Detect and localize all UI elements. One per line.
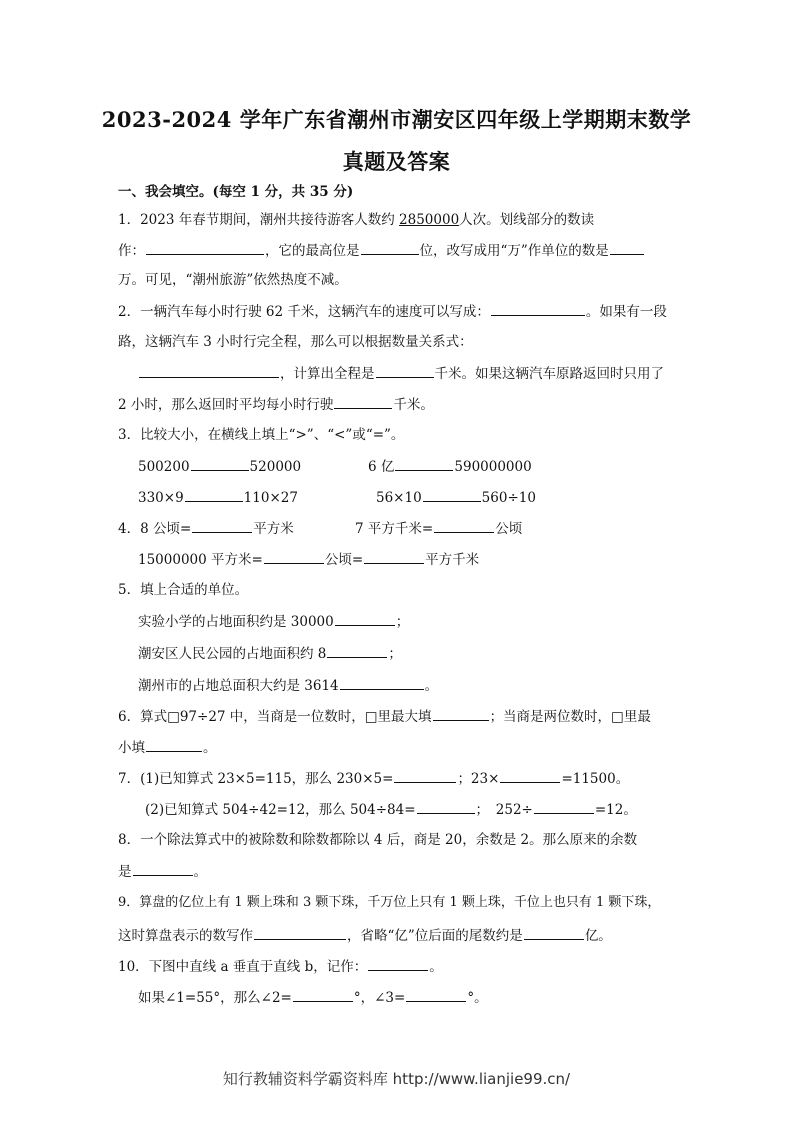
q7-text: 7．(1)已知算式 23×5=115，那么 230×5= <box>118 771 394 787</box>
q5-punct: 。 <box>424 678 439 694</box>
q5-text: 实验小学的占地面积约是 30000 <box>138 614 334 630</box>
q5-head: 5．填上合适的单位。 <box>118 582 249 598</box>
question-3-heading <box>118 425 404 445</box>
answer-blank[interactable] <box>434 518 494 533</box>
answer-blank[interactable] <box>192 518 252 533</box>
q10-text: 。 <box>429 959 443 975</box>
question-5-heading <box>118 580 248 600</box>
q1-text-b: 人次。划线部分的数读 <box>459 212 595 228</box>
answer-blank[interactable] <box>491 301 585 316</box>
q9-text: 这时算盘表示的数写作 <box>118 928 253 944</box>
q5-punct: ； <box>395 614 410 630</box>
q9-text: 亿。 <box>584 928 612 944</box>
answer-blank[interactable] <box>254 925 346 940</box>
answer-blank[interactable] <box>191 456 249 471</box>
question-2-line3 <box>138 363 664 384</box>
q2-text-e: 千米。如果这辆汽车原路返回时只用了 <box>434 366 664 382</box>
q2-text-c: 路，这辆汽车 3 小时行完全程，那么可以根据数量关系式： <box>118 334 473 350</box>
question-6-line2 <box>118 737 217 758</box>
answer-blank[interactable] <box>133 861 193 876</box>
q4-text: 公顷 <box>495 521 523 537</box>
question-3-row1-left <box>138 456 301 477</box>
q1-text-a: 1．2023 年春节期间，潮州共接待游客人数约 <box>118 212 400 228</box>
question-5-line1 <box>138 611 409 632</box>
q7-text: ； 252÷ <box>475 802 533 818</box>
answer-blank[interactable] <box>423 487 481 502</box>
q6-text: 6．算式□97÷27 中，当商是一位数时，□里最大填 <box>118 709 432 725</box>
answer-blank[interactable] <box>376 363 434 378</box>
question-3-row2-left <box>138 487 298 508</box>
answer-blank[interactable] <box>335 611 395 626</box>
q2-text-b: 。如果有一段 <box>585 304 667 320</box>
question-5-line2 <box>138 643 402 664</box>
q10-text: 如果∠1=55°，那么∠2= <box>138 990 292 1006</box>
q4-text: 平方米 <box>253 521 294 537</box>
q10-text: 10．下图中直线 a 垂直于直线 b，记作： <box>118 959 368 975</box>
q2-text-g: 千米。 <box>393 397 434 413</box>
q4-text: 7 平方千米= <box>355 521 434 537</box>
q7-text: =11500。 <box>561 771 630 787</box>
question-9-line2 <box>118 925 612 946</box>
answer-blank[interactable] <box>500 768 560 783</box>
section-heading: 一、我会填空。(每空 1 分，共 35 分) <box>118 184 354 200</box>
q9-text: ，省略“亿”位后面的尾数约是 <box>347 928 523 944</box>
question-6-line1 <box>118 706 651 727</box>
answer-blank[interactable] <box>610 240 644 255</box>
question-7-line2 <box>145 799 637 820</box>
q4-text: 平方千米 <box>425 552 480 568</box>
q3-value: 56×10 <box>376 490 422 506</box>
answer-blank[interactable] <box>406 987 466 1002</box>
answer-blank[interactable] <box>139 363 279 378</box>
q4-text: 公顷= <box>324 552 364 568</box>
answer-blank[interactable] <box>340 675 424 690</box>
q5-text: 潮安区人民公园的占地面积约 8 <box>138 646 327 662</box>
q2-text-f: 2 小时，那么返回时平均每小时行驶 <box>118 397 334 413</box>
q3-value: 590000000 <box>454 459 532 475</box>
q7-text: ；23× <box>457 771 500 787</box>
answer-blank[interactable] <box>293 987 353 1002</box>
q2-text-d: ，计算出全程是 <box>280 366 375 382</box>
question-10-line1 <box>118 956 443 977</box>
question-10-line2 <box>138 987 488 1008</box>
q6-text: ；当商是两位数时，□里最 <box>489 709 651 725</box>
question-2-line1 <box>118 301 667 322</box>
question-1-line3 <box>118 270 348 290</box>
q7-text: (2)已知算式 504÷42=12，那么 504÷84= <box>145 802 416 818</box>
q8-text: 。 <box>193 864 207 880</box>
answer-blank[interactable] <box>327 643 387 658</box>
document-title-line1: 2023-2024 学年广东省潮州市潮安区四年级上学期期末数学 <box>101 107 692 132</box>
q3-value: 560÷10 <box>481 490 536 506</box>
q6-text: 。 <box>203 740 217 756</box>
q8-text: 是 <box>118 864 132 880</box>
question-3-row1-right <box>368 456 532 477</box>
q1-text-c: 作： <box>118 243 145 259</box>
question-4-line2 <box>138 549 479 570</box>
answer-blank[interactable] <box>433 706 489 721</box>
question-4-line1-left <box>118 518 294 539</box>
answer-blank[interactable] <box>368 956 428 971</box>
q7-text: =12。 <box>594 802 637 818</box>
question-7-line1 <box>118 768 629 789</box>
q8-text: 8．一个除法算式中的被除数和除数都除以 4 后，商是 20，余数是 2。那么原来的余数 <box>118 832 638 848</box>
question-1-line2 <box>118 240 645 261</box>
question-8-line2 <box>118 861 207 882</box>
q1-underlined-number: 2850000 <box>399 212 460 228</box>
question-9-line1 <box>118 893 660 913</box>
q3-value: 500200 <box>138 459 190 475</box>
answer-blank[interactable] <box>334 394 392 409</box>
answer-blank[interactable] <box>534 799 594 814</box>
question-8-line1 <box>118 830 637 850</box>
question-3-row2-right <box>376 487 536 508</box>
footer-watermark: 知行教辅资料学霸资料库 http://www.lianjie99.cn/ <box>222 1070 571 1088</box>
q10-text: °，∠3= <box>353 990 406 1006</box>
answer-blank[interactable] <box>146 737 202 752</box>
document-title-line2: 真题及答案 <box>342 149 451 174</box>
q3-value: 330×9 <box>138 490 184 506</box>
q4-text: 15000000 平方米= <box>138 552 263 568</box>
q6-text: 小填 <box>118 740 145 756</box>
q1-text-e: 位，改写成用“万”作单位的数是 <box>419 243 609 259</box>
question-5-line3 <box>138 675 438 696</box>
answer-blank[interactable] <box>361 240 419 255</box>
q3-head: 3．比较大小，在横线上填上“>”、“<”或“=”。 <box>118 427 405 443</box>
answer-blank[interactable] <box>524 925 584 940</box>
q10-text: °。 <box>467 990 488 1006</box>
answer-blank[interactable] <box>264 549 324 564</box>
question-1-line1 <box>118 210 594 230</box>
q3-value: 110×27 <box>243 490 298 506</box>
q2-text-a: 2．一辆汽车每小时行驶 62 千米，这辆汽车的速度可以写成： <box>118 304 490 320</box>
answer-blank[interactable] <box>185 487 243 502</box>
question-2-line4 <box>118 394 434 415</box>
q1-text-d: ，它的最高位是 <box>265 243 360 259</box>
q1-text-f: 万。可见，“潮州旅游”依然热度不减。 <box>118 272 348 288</box>
question-4-line1-right <box>355 518 522 539</box>
q5-text: 潮州市的占地总面积大约是 3614 <box>138 678 339 694</box>
answer-blank[interactable] <box>364 549 424 564</box>
answer-blank[interactable] <box>417 799 475 814</box>
question-2-line2 <box>118 332 473 352</box>
q3-value: 520000 <box>249 459 302 475</box>
answer-blank[interactable] <box>146 240 264 255</box>
answer-blank[interactable] <box>394 768 456 783</box>
answer-blank[interactable] <box>395 456 453 471</box>
q5-punct: ； <box>388 646 402 662</box>
q3-value: 6 亿 <box>368 459 395 475</box>
q9-text: 9．算盘的亿位上有 1 颗上珠和 3 颗下珠，千万位上只有 1 颗上珠，千位上也只有 1 颗下珠， <box>118 895 661 910</box>
q4-text: 4．8 公顷= <box>118 521 192 537</box>
